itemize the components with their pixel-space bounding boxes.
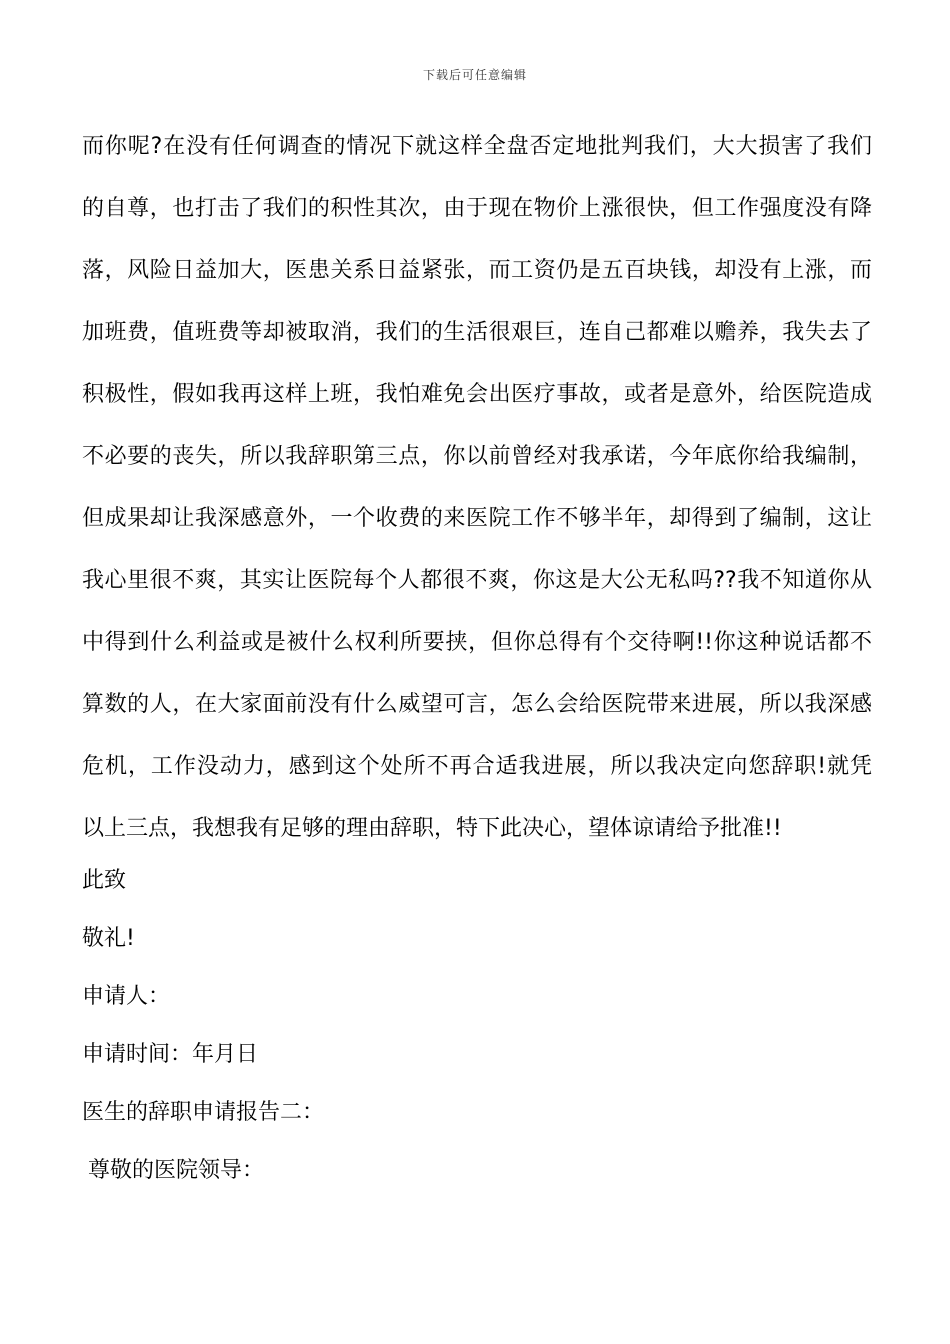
section-title: 医生的辞职申请报告二： (82, 1100, 325, 1125)
body-line: 落，风险日益加大，医患关系日益紧张，而工资仍是五百块钱，却没有上涨，而 (82, 258, 872, 283)
letter-closing (82, 852, 872, 1200)
body-line: 的自尊，也打击了我们的积性其次，由于现在物价上涨很快，但工作强度没有降 (82, 196, 872, 221)
salutation: 此致 (82, 868, 127, 893)
regards: 敬礼! (82, 926, 135, 951)
greeting: 尊敬的医院领导： (88, 1158, 265, 1183)
applicant-label: 申请人： (82, 984, 171, 1009)
body-line: 我心里很不爽，其实让医院每个人都很不爽，你这是大公无私吗??我不知道你从 (82, 568, 872, 593)
letter-body (82, 116, 872, 860)
body-line: 而你呢?在没有任何调查的情况下就这样全盘否定地批判我们，大大损害了我们 (82, 134, 872, 159)
body-line: 积极性，假如我再这样上班，我怕难免会出医疗事故，或者是意外，给医院造成 (82, 382, 872, 407)
body-line: 中得到什么利益或是被什么权利所要挟，但你总得有个交待啊!!你这种说话都不 (82, 630, 872, 655)
body-line: 加班费，值班费等却被取消，我们的生活很艰巨，连自己都难以赡养，我失去了 (82, 320, 872, 345)
body-line: 以上三点，我想我有足够的理由辞职，特下此决心，望体谅请给予批准!! (82, 816, 782, 841)
header-note: 下载后可任意编辑 (422, 68, 527, 82)
body-line: 不必要的丧失，所以我辞职第三点，你以前曾经对我承诺，今年底你给我编制， (82, 444, 872, 469)
body-line: 但成果却让我深感意外，一个收费的来医院工作不够半年，却得到了编制，这让 (82, 506, 872, 531)
body-line: 算数的人，在大家面前没有什么威望可言，怎么会给医院带来进展，所以我深感 (82, 692, 872, 717)
application-date: 申请时间：年月日 (82, 1042, 259, 1067)
body-line: 危机，工作没动力，感到这个处所不再合适我进展，所以我决定向您辞职!就凭 (82, 754, 872, 779)
